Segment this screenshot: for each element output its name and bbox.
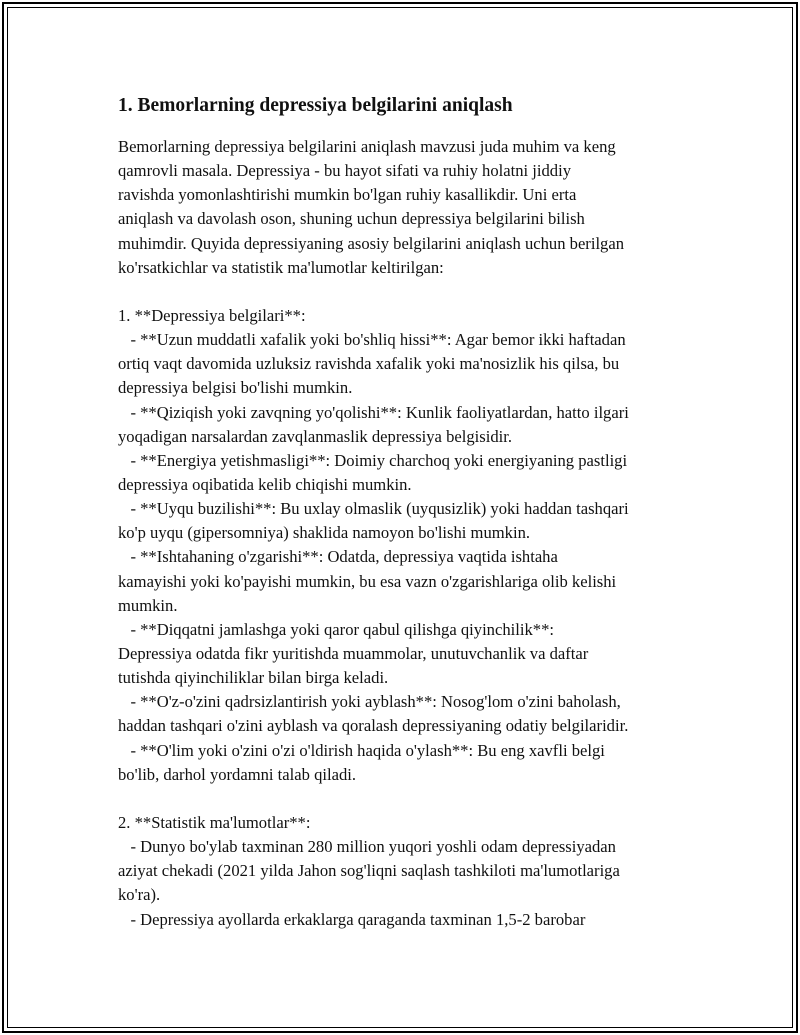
section-heading: 1. Bemorlarning depressiya belgilarini aniqlash: [118, 95, 513, 116]
text-line: aniqlash va davolash oson, shuning uchun depressiya belgilarini bilish: [118, 209, 585, 229]
text-line: ko'rsatkichlar va statistik ma'lumotlar keltirilgan:: [118, 257, 444, 277]
text-line: ko'p uyqu (gipersomniya) shaklida namoyon bo'lishi mumkin.: [118, 523, 531, 543]
text-line: - **Energiya yetishmasligi**: Doimiy charchoq yoki energiyaning pastligi: [118, 450, 628, 470]
text-line: 1. **Depressiya belgilari**:: [118, 305, 306, 325]
text-line: - **O'z-o'zini qadrsizlantirish yoki ayblash**: Nosog'lom o'zini baholash,: [118, 692, 621, 712]
text-line: ko'ra).: [118, 885, 161, 905]
text-line: - **Ishtahaning o'zgarishi**: Odatda, depressiya vaqtida ishtaha: [118, 547, 558, 567]
text-line: depressiya oqibatida kelib chiqishi mumkin.: [118, 474, 412, 494]
text-line: Depressiya odatda fikr yuritishda muammolar, unutuvchanlik va daftar: [118, 643, 589, 663]
text-line: ravishda yomonlashtirishi mumkin bo'lgan ruhiy kasallikdir. Uni erta: [118, 185, 577, 205]
blank-line: [118, 280, 693, 304]
text-line: haddan tashqari o'zini ayblash va qoralash depressiyaning odatiy belgilaridir.: [118, 716, 629, 736]
text-line: - **Diqqatni jamlashga yoki qaror qabul qilishga qiyinchilik**:: [118, 619, 554, 639]
text-line: - Depressiya ayollarda erkaklarga qaraganda taxminan 1,5-2 barobar: [118, 909, 586, 929]
text-line: - **Qiziqish yoki zavqning yo'qolishi**: Kunlik faoliyatlardan, hatto ilgari: [118, 402, 629, 422]
text-line: 2. **Statistik ma'lumotlar**:: [118, 812, 311, 832]
text-line: tutishda qiyinchiliklar bilan birga keladi.: [118, 668, 389, 688]
text-line: mumkin.: [118, 595, 178, 615]
text-line: - **Uzun muddatli xafalik yoki bo'shliq hissi**: Agar bemor ikki haftadan: [118, 330, 626, 350]
text-line: Bemorlarning depressiya belgilarini aniqlash mavzusi juda muhim va keng: [118, 137, 616, 156]
text-line: qamrovli masala. Depressiya - bu hayot sifati va ruhiy holatni jiddiy: [118, 161, 571, 181]
text-line: kamayishi yoki ko'payishi mumkin, bu esa vazn o'zgarishlariga olib kelishi: [118, 571, 617, 591]
text-line: ortiq vaqt davomida uzluksiz ravishda xafalik yoki ma'nosizlik his qilsa, bu: [118, 354, 620, 374]
text-lines: [118, 135, 693, 932]
text-line: - **Uyqu buzilishi**: Bu uxlay olmaslik (uyqusizlik) yoki haddan tashqari: [118, 499, 629, 519]
text-line: aziyat chekadi (2021 yilda Jahon sog'liqni saqlash tashkiloti ma'lumotlariga: [118, 861, 620, 881]
text-line: depressiya belgisi bo'lishi mumkin.: [118, 378, 353, 398]
text-line: yoqadigan narsalardan zavqlanmaslik depressiya belgisidir.: [118, 426, 512, 446]
text-line: muhimdir. Quyida depressiyaning asosiy belgilarini aniqlash uchun berilgan: [118, 233, 625, 253]
text-line: - Dunyo bo'ylab taxminan 280 million yuqori yoshli odam depressiyadan: [118, 837, 616, 857]
text-line: - **O'lim yoki o'zini o'zi o'ldirish haqida o'ylash**: Bu eng xavfli belgi: [118, 740, 605, 760]
document-body: [118, 94, 693, 932]
text-line: bo'lib, darhol yordamni talab qiladi.: [118, 764, 357, 784]
blank-line: [118, 787, 693, 811]
